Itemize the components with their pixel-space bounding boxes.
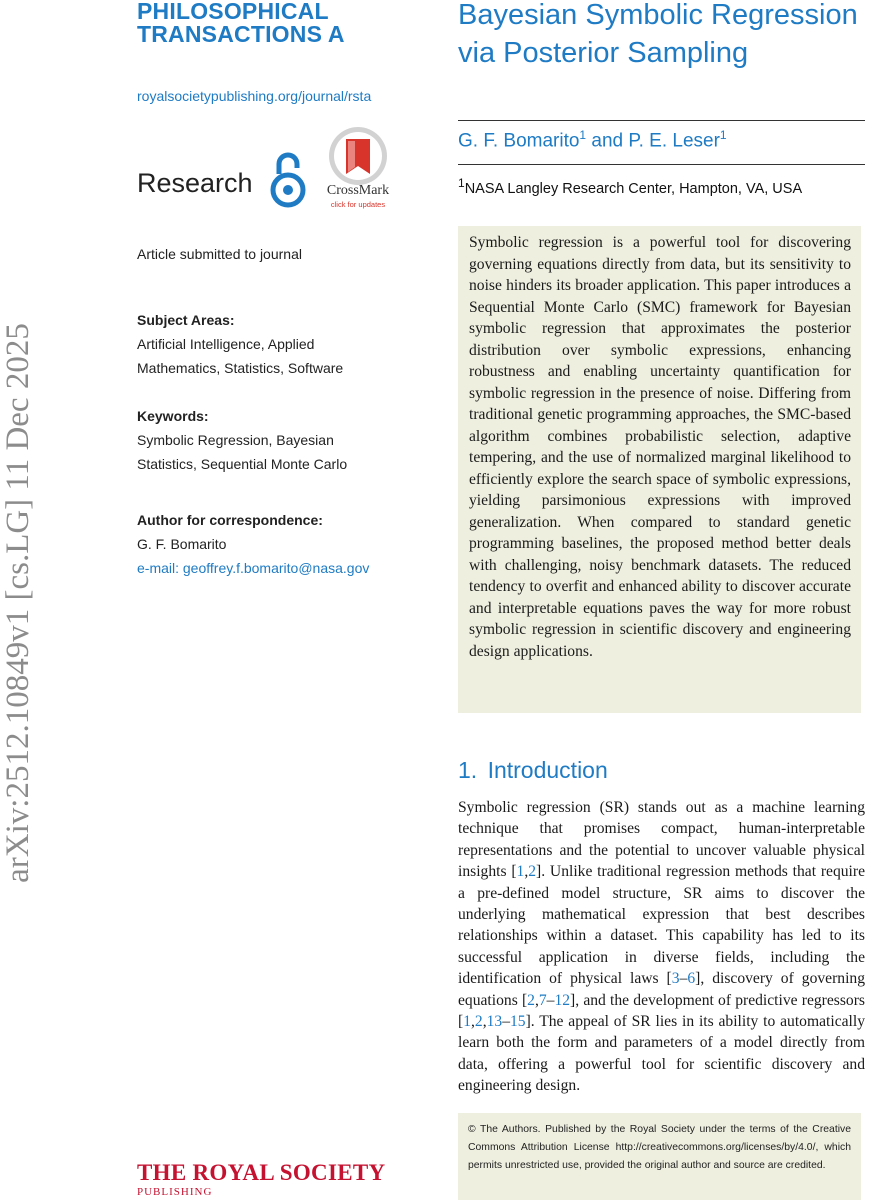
crossmark-badge[interactable] xyxy=(322,126,394,210)
subject-areas-heading: Subject Areas: xyxy=(137,312,235,328)
keywords xyxy=(137,404,427,476)
license-text: © The Authors. Published by the Royal Society under the terms of the Creative Commons Attribution License http://creativecommons.org/licenses/by/4.0/, which permits unrestricted use, provided the original author and source are credited. xyxy=(468,1124,851,1171)
author-list xyxy=(458,128,727,152)
crossmark-label: CrossMark xyxy=(326,183,390,198)
article-type: Research xyxy=(137,168,253,198)
affiliation xyxy=(458,176,802,197)
author-conjunction: and xyxy=(586,130,629,152)
abstract-box xyxy=(458,226,861,713)
publisher-logo-subtitle: PUBLISHING xyxy=(137,1186,213,1198)
correspondence-heading: Author for correspondence: xyxy=(137,512,323,528)
correspondence xyxy=(137,508,427,580)
correspondence-email-link[interactable]: e-mail: geoffrey.f.bomarito@nasa.gov xyxy=(137,560,370,576)
subject-areas-line2: Mathematics, Statistics, Software xyxy=(137,360,344,376)
correspondence-name: G. F. Bomarito xyxy=(137,536,227,552)
section-heading xyxy=(458,757,608,784)
affiliation-text: NASA Langley Research Center, Hampton, VA, USA xyxy=(464,180,803,197)
arxiv-stamp: arXiv:2512.10849v1 [cs.LG] 11 Dec 2025 xyxy=(0,323,36,883)
citation-link[interactable]: 1 xyxy=(516,863,525,881)
author-2-affiliation-mark: 1 xyxy=(719,128,727,142)
citation-link[interactable]: 13 xyxy=(486,1013,503,1031)
submission-note xyxy=(137,242,427,266)
section-number: 1. xyxy=(458,757,478,783)
crossmark-icon xyxy=(322,126,394,186)
author-1-affiliation-mark: 1 xyxy=(579,128,587,142)
affiliation-mark: 1 xyxy=(458,176,465,190)
citation-link[interactable]: 2 xyxy=(527,991,535,1009)
citation-link[interactable]: 1 xyxy=(463,1013,471,1031)
introduction-paragraph: Symbolic regression (SR) stands out as a machine learning technique that promises compact, human-interpretable representations and the potential to uncover valuable physical insights [1,2]. Unlike traditional regression methods that require a pre-defined model structure, SR aims to discover the underlying mathematical expression that best describes relationships within a dataset. This capability has led to its successful application in diverse fields, including the identification of physical laws [3–6], discovery of governing equations [2,7–12], and the development of predictive regressors [1,2,13–15]. The appeal of SR lies in its ability to automatically learn both the form and parameters of a model directly from data, offering a powerful tool for scientific discovery and engineering design. xyxy=(458,799,865,1095)
intro-text-1: Symbolic regression (SR) stands out as a machine learning technique that promises compact, human-interpretable representations and the potential to uncover valuable physical insights [ xyxy=(458,799,865,881)
citation-link[interactable]: 15 xyxy=(510,1013,526,1031)
citation-link[interactable]: 7 xyxy=(538,991,547,1009)
license-box xyxy=(458,1113,861,1200)
keywords-line2: Statistics, Sequential Monte Carlo xyxy=(137,456,348,472)
intro-text-2: ]. Unlike traditional regression methods that require a pre-defined model structure, SR aims to discover the underlying mathematical expression that best describes relationships within a dataset. This capability has led to its successful application in diverse fields, including the identification of physical laws [ xyxy=(458,863,865,988)
intro-text-5: ]. The appeal of SR lies in its ability to automatically learn both the form and parameters of a model directly from data, offering a powerful tool for scientific discovery and engineering design. xyxy=(458,1013,865,1095)
title-rule xyxy=(458,120,865,121)
citation-link[interactable]: 2 xyxy=(528,863,537,881)
publisher-logo: THE ROYAL SOCIETY xyxy=(137,1160,386,1185)
author-2: P. E. Leser xyxy=(628,130,720,152)
submission-text: Article submitted to journal xyxy=(137,246,302,262)
citation-link[interactable]: 2 xyxy=(474,1013,483,1031)
intro-text-3: ], discovery of governing equations [ xyxy=(458,970,865,1009)
journal-name[interactable] xyxy=(137,0,345,46)
keywords-heading: Keywords: xyxy=(137,408,209,424)
section-title: Introduction xyxy=(487,757,608,783)
intro-text-4: ], and the development of predictive regressors [ xyxy=(458,991,865,1031)
journal-name-line2: TRANSACTIONS A xyxy=(137,21,345,47)
paper-title: Bayesian Symbolic Regression via Posterior Sampling xyxy=(458,0,858,69)
open-access-icon xyxy=(270,150,306,210)
crossmark-tag: click for updates xyxy=(330,200,386,209)
keywords-line1: Symbolic Regression, Bayesian xyxy=(137,432,334,448)
journal-name-line1: PHILOSOPHICAL xyxy=(137,0,329,24)
subject-areas-line1: Artificial Intelligence, Applied xyxy=(137,336,315,352)
subject-areas xyxy=(137,308,427,380)
citation-link[interactable]: 12 xyxy=(554,991,571,1009)
author-1: G. F. Bomarito xyxy=(458,130,580,152)
authors-rule xyxy=(458,164,865,165)
journal-url-link[interactable]: royalsocietypublishing.org/journal/rsta xyxy=(137,88,372,104)
citation-link[interactable]: 6 xyxy=(687,970,696,988)
abstract-text: Symbolic regression is a powerful tool for discovering governing equations directly from data, but its sensitivity to noise hinders its broader application. This paper introduces a Sequential Monte Carlo (SMC) framework for Bayesian symbolic regression that approximates the posterior distribution over symbolic expressions, enhancing robustness and enabling uncertainty quantification for symbolic regression in the presence of noise. Differing from traditional genetic programming approaches, the SMC-based algorithm combines probabilistic selection, adaptive tempering, and the use of normalized marginal likelihood to efficiently explore the search space of symbolic expressions, yielding parsimonious expressions with improved generalization. When compared to standard genetic programming baselines, the proposed method better deals with challenging, noisy benchmark datasets. The reduced tendency to overfit and enhanced ability to discover accurate and interpretable equations paves the way for more robust symbolic regression in scientific discovery and engineering design applications. xyxy=(469,234,851,660)
citation-link[interactable]: 3 xyxy=(671,970,680,988)
